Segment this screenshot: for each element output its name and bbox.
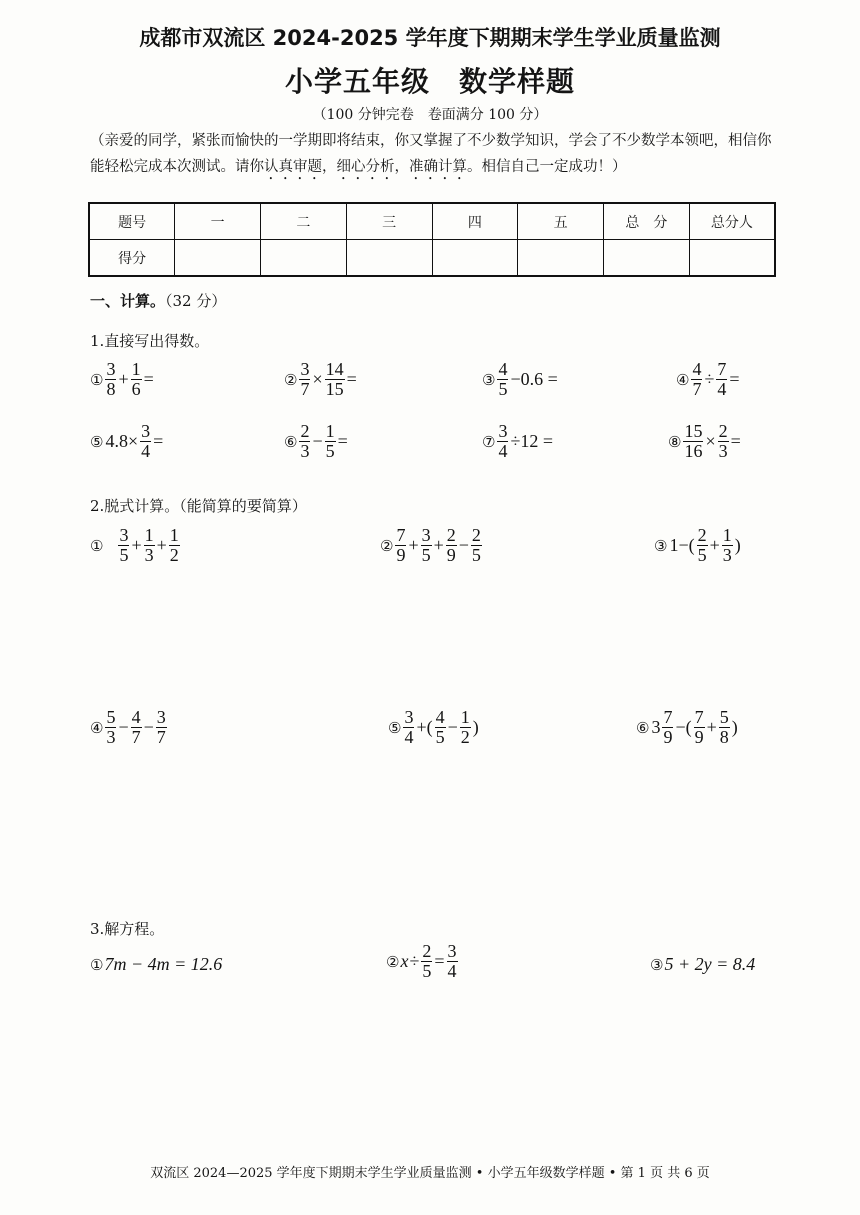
fraction [118, 526, 129, 565]
intro-paragraph [90, 128, 776, 183]
fraction [683, 422, 703, 461]
denominator: 4 [498, 441, 508, 461]
score-cell: 二 [261, 203, 347, 240]
operator: + [156, 535, 167, 555]
expression-tail: −0.6 = [510, 369, 558, 389]
intro-text-a: （亲爱的同学，紧张而愉快的一学期即将结束，你又掌握了不少数学知识，学会了不少数学本领吧，相信你能轻松完成本次测试。请你 [90, 133, 772, 175]
q1-title: 1.直接写出得数。 [90, 332, 210, 350]
score-cell: 五 [518, 203, 604, 240]
expression-prefix: 4.8× [105, 431, 139, 451]
score-blank-cell[interactable] [261, 240, 347, 277]
score-blank-cell[interactable] [432, 240, 518, 277]
section-points: （32 分） [165, 292, 227, 310]
expression-prefix: 1−( [669, 535, 695, 555]
operator: × [312, 369, 323, 389]
numerator: 2 [422, 941, 432, 961]
item-number: ② [284, 370, 298, 389]
fraction [460, 708, 471, 747]
fraction [325, 360, 345, 399]
denominator: 7 [131, 727, 141, 747]
numerator: 1 [325, 421, 335, 441]
denominator: 4 [404, 727, 414, 747]
denominator: 9 [663, 727, 673, 747]
item-number: ④ [676, 370, 690, 389]
numerator: 2 [718, 421, 728, 441]
fraction [446, 526, 457, 565]
denominator: 5 [421, 545, 431, 565]
fraction [691, 360, 702, 399]
operator: − [447, 717, 458, 737]
numerator: 2 [471, 525, 481, 545]
numerator: 15 [684, 421, 703, 441]
denominator: 9 [694, 727, 704, 747]
score-blank-cell[interactable] [689, 240, 775, 277]
numerator: 4 [498, 359, 508, 379]
q3-equation-1 [90, 954, 222, 975]
score-cell: 四 [432, 203, 518, 240]
numerator: 5 [719, 707, 729, 727]
score-table-score-row [89, 240, 775, 277]
fraction [718, 422, 729, 461]
fraction [662, 708, 673, 747]
operator: − [458, 535, 469, 555]
numerator: 2 [697, 525, 707, 545]
q2-problem-1 [90, 526, 181, 565]
fraction [169, 526, 180, 565]
denominator: 4 [141, 441, 151, 461]
fraction [140, 422, 151, 461]
fraction [421, 526, 432, 565]
denominator: 7 [692, 379, 702, 399]
denominator: 3 [144, 545, 154, 565]
denominator: 7 [300, 379, 310, 399]
operator: ÷ [409, 951, 420, 971]
operator: − [312, 431, 323, 451]
numerator: 1 [169, 525, 179, 545]
fraction [497, 360, 508, 399]
intro-text-b: 。相信自己一定成功！） [467, 159, 627, 175]
fraction [325, 422, 336, 461]
denominator: 9 [446, 545, 456, 565]
numerator: 3 [421, 525, 431, 545]
equals: = [434, 951, 445, 971]
fraction [131, 708, 142, 747]
item-number: ⑥ [636, 718, 650, 737]
denominator: 2 [460, 727, 470, 747]
denominator: 8 [106, 379, 116, 399]
intro-dotted-1: 认真审题 [264, 159, 322, 175]
numerator: 7 [694, 707, 704, 727]
item-number: ⑧ [668, 432, 682, 451]
fraction [435, 708, 446, 747]
q1-item-7 [482, 422, 554, 461]
item-number: ③ [650, 955, 664, 974]
fraction [395, 526, 406, 565]
fraction [497, 422, 508, 461]
numerator: 1 [460, 707, 470, 727]
operator: + [433, 535, 444, 555]
fraction [144, 526, 155, 565]
q1-item-8 [668, 422, 742, 461]
item-number: ② [386, 952, 400, 971]
denominator: 4 [717, 379, 727, 399]
score-blank-cell[interactable] [518, 240, 604, 277]
denominator: 3 [722, 545, 732, 565]
item-number: ⑦ [482, 432, 496, 451]
numerator: 1 [722, 525, 732, 545]
numerator: 3 [156, 707, 166, 727]
item-number: ② [380, 536, 394, 555]
operator: + [706, 717, 717, 737]
operator: ÷ [704, 369, 715, 389]
q1-item-4 [676, 360, 741, 399]
expression-tail: ÷12 = [510, 431, 553, 451]
fraction [471, 526, 482, 565]
denominator: 5 [471, 545, 481, 565]
numerator: 7 [396, 525, 406, 545]
score-cell: 三 [346, 203, 432, 240]
numerator: 2 [446, 525, 456, 545]
fraction [716, 360, 727, 399]
fraction [421, 942, 432, 981]
q2-problem-6 [636, 708, 739, 747]
item-number: ③ [482, 370, 496, 389]
denominator: 9 [396, 545, 406, 565]
fraction [299, 422, 310, 461]
item-number: ① [90, 370, 104, 389]
fraction [719, 708, 730, 747]
numerator: 3 [106, 359, 116, 379]
numerator: 1 [131, 359, 141, 379]
q1-item-5 [90, 422, 164, 461]
numerator: 3 [404, 707, 414, 727]
equation-variable: x [400, 951, 409, 971]
fraction [156, 708, 167, 747]
operator: + [118, 369, 129, 389]
denominator: 3 [718, 441, 728, 461]
numerator: 2 [300, 421, 310, 441]
exam-note: （100 分钟完卷 卷面满分 100 分） [312, 107, 548, 123]
expression-suffix: ) [731, 717, 738, 737]
intro-sep-2: ， [394, 159, 409, 175]
equals: = [337, 431, 348, 451]
denominator: 15 [325, 379, 344, 399]
expression-suffix: ) [734, 535, 741, 555]
fraction [697, 526, 708, 565]
denominator: 5 [422, 961, 432, 981]
intro-dotted-3: 准确计算 [409, 159, 467, 175]
denominator: 3 [106, 727, 116, 747]
equals: = [346, 369, 357, 389]
equals: = [153, 431, 164, 451]
q3-equation-2 [386, 942, 459, 981]
score-table [88, 202, 776, 277]
score-row-label: 得分 [89, 240, 175, 277]
fraction [403, 708, 414, 747]
denominator: 16 [684, 441, 703, 461]
section-heading [90, 290, 226, 311]
q2-problem-4 [90, 708, 168, 747]
score-table-header-row [89, 203, 775, 240]
numerator: 4 [692, 359, 702, 379]
fraction [105, 360, 116, 399]
item-number: ① [90, 536, 104, 555]
equals: = [729, 369, 740, 389]
numerator: 1 [144, 525, 154, 545]
intro-dotted-2: 细心分析 [336, 159, 395, 175]
equation-text: 5 + 2y = 8.4 [664, 954, 756, 974]
numerator: 5 [106, 707, 116, 727]
score-cell: 题号 [89, 203, 175, 240]
q1-item-2 [284, 360, 358, 399]
denominator: 5 [435, 727, 445, 747]
numerator: 3 [300, 359, 310, 379]
numerator: 3 [119, 525, 129, 545]
score-blank-cell[interactable] [175, 240, 261, 277]
denominator: 5 [119, 545, 129, 565]
numerator: 3 [141, 421, 151, 441]
denominator: 5 [498, 379, 508, 399]
q1-item-6 [284, 422, 349, 461]
equals: = [730, 431, 741, 451]
score-cell: 总 分 [604, 203, 690, 240]
fraction [131, 360, 142, 399]
item-number: ④ [90, 718, 104, 737]
score-cell: 一 [175, 203, 261, 240]
denominator: 4 [447, 961, 457, 981]
q1-item-1 [90, 360, 155, 399]
fraction [447, 942, 458, 981]
score-cell: 总分人 [689, 203, 775, 240]
q2-problem-2 [380, 526, 483, 565]
denominator: 6 [131, 379, 141, 399]
denominator: 8 [719, 727, 729, 747]
score-blank-cell[interactable] [604, 240, 690, 277]
q2-problem-5 [388, 708, 480, 747]
denominator: 2 [169, 545, 179, 565]
equation-text: 7m − 4m = 12.6 [104, 954, 223, 974]
denominator: 3 [300, 441, 310, 461]
item-number: ③ [654, 536, 668, 555]
operator: + [131, 535, 142, 555]
score-blank-cell[interactable] [346, 240, 432, 277]
intro-sep-1: ， [322, 159, 337, 175]
operator: + [709, 535, 720, 555]
item-number: ⑤ [90, 432, 104, 451]
page-footer: 双流区 2024—2025 学年度下期期末学生学业质量监测 • 小学五年级数学样题 • 第 1 页 共 6 页 [150, 1166, 710, 1181]
numerator: 3 [498, 421, 508, 441]
denominator: 5 [325, 441, 335, 461]
fraction [722, 526, 733, 565]
item-number: ⑥ [284, 432, 298, 451]
expression-middle: −( [675, 717, 692, 737]
denominator: 7 [156, 727, 166, 747]
operator: − [118, 717, 129, 737]
denominator: 5 [697, 545, 707, 565]
numerator: 14 [325, 359, 344, 379]
numerator: 4 [131, 707, 141, 727]
fraction [694, 708, 705, 747]
item-number: ① [90, 955, 104, 974]
q3-equation-3 [650, 954, 755, 975]
expression-middle: +( [416, 717, 433, 737]
fraction [105, 708, 116, 747]
item-number: ⑤ [388, 718, 402, 737]
numerator: 7 [663, 707, 673, 727]
numerator: 7 [717, 359, 727, 379]
expression-prefix: 3 [651, 717, 661, 737]
section-title: 一、计算。 [90, 292, 166, 310]
q2-problem-3 [654, 526, 742, 565]
exam-subtitle: 小学五年级 数学样题 [284, 65, 575, 98]
fraction [299, 360, 310, 399]
operator: + [408, 535, 419, 555]
operator: × [705, 431, 716, 451]
expression-suffix: ) [472, 717, 479, 737]
q2-title: 2.脱式计算。（能简算的要简算） [90, 497, 307, 515]
numerator: 4 [435, 707, 445, 727]
exam-title: 成都市双流区 2024-2025 学年度下期期末学生学业质量监测 [139, 26, 721, 50]
q3-title: 3.解方程。 [90, 920, 165, 938]
numerator: 3 [447, 941, 457, 961]
operator: − [143, 717, 154, 737]
equals: = [143, 369, 154, 389]
q1-item-3 [482, 360, 559, 399]
